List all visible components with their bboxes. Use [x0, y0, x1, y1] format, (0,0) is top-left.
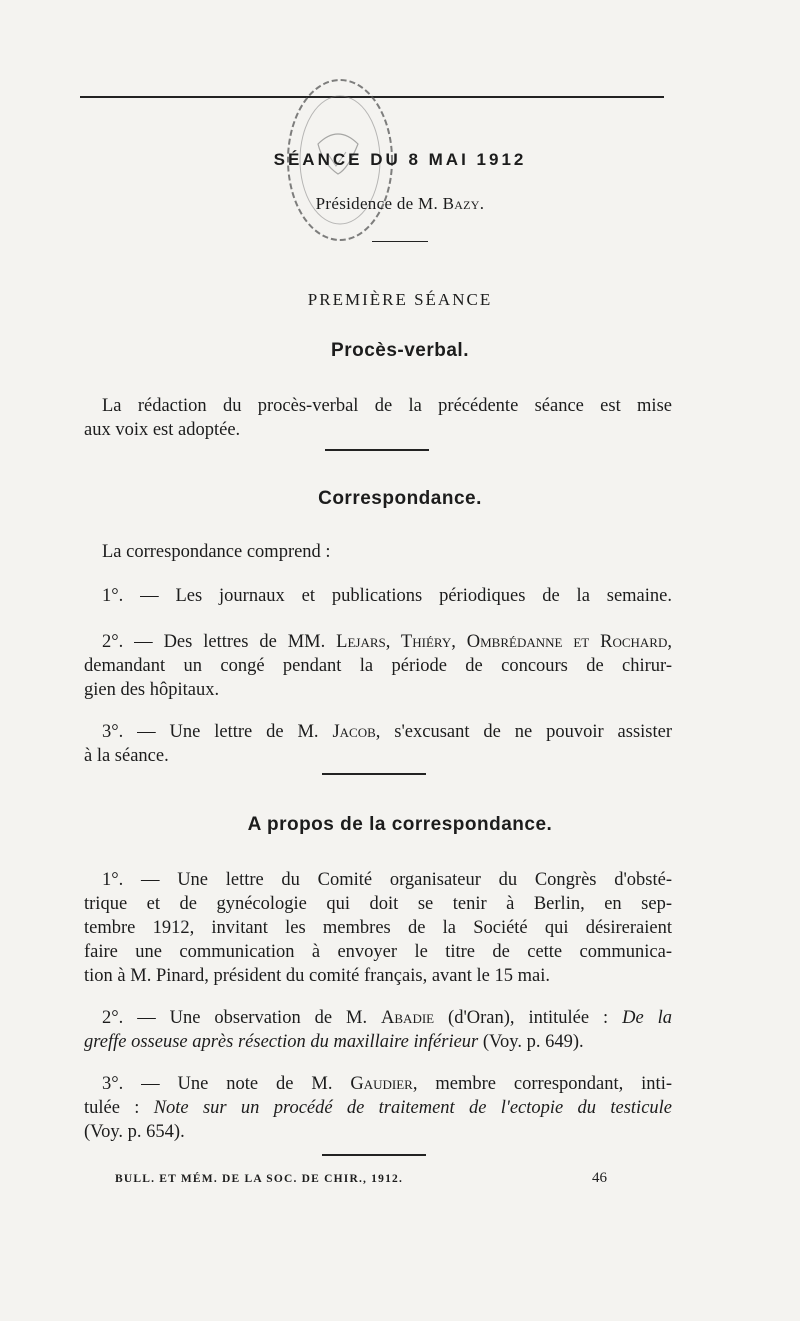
- paragraph-line: [84, 630, 672, 654]
- section-divider: [322, 1154, 426, 1156]
- section-divider: [325, 449, 429, 451]
- paragraph-line: à la séance.: [84, 746, 169, 766]
- item-prefix: 2°. — Une observation de M.: [102, 1008, 382, 1028]
- correspondance-item-2: [84, 630, 672, 702]
- paragraph-line: trique et de gynécologie qui doit se tenir à Berlin, en sep-: [84, 894, 672, 914]
- a-propos-heading: A propos de la correspondance.: [247, 814, 553, 835]
- item-prefix: tulée :: [84, 1098, 154, 1118]
- page-number: 46: [592, 1170, 607, 1186]
- member-names: Lejars, Thiéry, Ombrédanne et Rochard,: [336, 632, 672, 652]
- member-name: Abadie: [381, 1008, 435, 1028]
- correspondance-heading: Correspondance.: [318, 488, 482, 509]
- paragraph-line: La rédaction du procès-verbal de la précédente séance est mise: [102, 396, 672, 416]
- paragraph-line: 1°. — Les journaux et publications périodiques de la semaine.: [102, 586, 672, 606]
- paragraph-line: faire une communication à envoyer le titre de cette communica-: [84, 942, 672, 962]
- paragraph-line: tembre 1912, invitant les membres de la Société qui désireraient: [84, 918, 672, 938]
- paragraph-line: gien des hôpitaux.: [84, 680, 220, 700]
- paragraph-line: [84, 720, 672, 744]
- footer-citation: BULL. ET MÉM. DE LA SOC. DE CHIR., 1912.: [115, 1173, 404, 1185]
- paragraph-line: (Voy. p. 654).: [84, 1122, 185, 1142]
- presidence-prefix: Présidence de M.: [315, 194, 443, 213]
- paragraph-line: [84, 1030, 672, 1054]
- item-prefix: 3°. — Une lettre de M.: [102, 722, 333, 742]
- work-title: greffe osseuse après résection du maxillaire inférieur: [84, 1032, 479, 1052]
- paragraph-line: tion à M. Pinard, président du comité français, avant le 15 mai.: [84, 966, 550, 986]
- paragraph-line: [84, 1096, 672, 1120]
- correspondance-item-1: [84, 584, 672, 608]
- page-reference: (Voy. p. 649).: [478, 1032, 584, 1052]
- section-label: PREMIÈRE SÉANCE: [307, 290, 493, 309]
- paragraph-line: demandant un congé pendant la période de concours de chirur-: [84, 656, 672, 676]
- correspondance-item-3: [84, 720, 672, 768]
- a-propos-item-2: [84, 1006, 672, 1054]
- item-mid: (d'Oran), intitulée :: [434, 1008, 623, 1028]
- correspondance-intro: [84, 540, 672, 564]
- member-name: Gaudier: [350, 1074, 413, 1094]
- item-prefix: 2°. — Des lettres de MM.: [102, 632, 337, 652]
- a-propos-item-1: [84, 868, 672, 988]
- seance-title: SÉANCE DU 8 MAI 1912: [273, 150, 527, 169]
- president-name: Bazy.: [442, 194, 485, 213]
- work-title: Note sur un procédé de traitement de l'ectopie du testicule: [153, 1098, 673, 1118]
- proces-verbal-paragraph: [84, 394, 672, 442]
- item-suffix: , s'excusant de ne pouvoir assister: [375, 722, 672, 742]
- proces-verbal-heading: Procès-verbal.: [331, 340, 469, 361]
- a-propos-item-3: [84, 1072, 672, 1144]
- paragraph-line: aux voix est adoptée.: [84, 420, 241, 440]
- paragraph-line: La correspondance comprend :: [102, 542, 331, 562]
- paragraph-line: 1°. — Une lettre du Comité organisateur du Congrès d'obsté-: [102, 870, 672, 890]
- member-name: Jacob: [332, 722, 376, 742]
- presidence-line: [0, 194, 800, 214]
- section-divider: [322, 773, 426, 775]
- item-prefix: 3°. — Une note de M.: [102, 1074, 351, 1094]
- item-suffix: , membre correspondant, inti-: [412, 1074, 672, 1094]
- work-title: De la: [622, 1008, 672, 1028]
- paragraph-line: [84, 1006, 672, 1030]
- header-underline: [372, 241, 428, 242]
- paragraph-line: [84, 1072, 672, 1096]
